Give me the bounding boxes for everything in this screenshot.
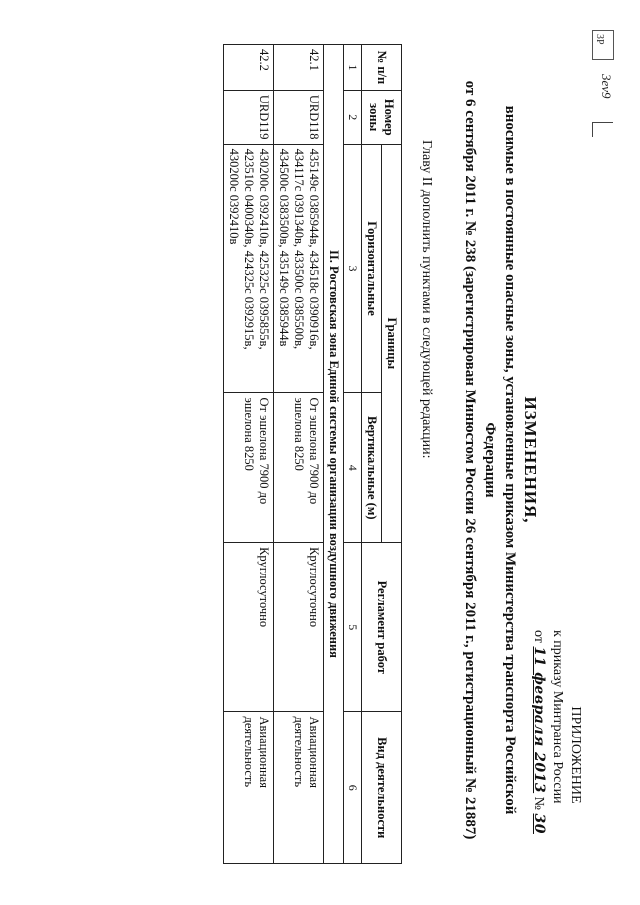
- intro-text: Главу II дополнить пунктами в следующей редакции:: [419, 140, 434, 459]
- zones-table: [223, 44, 402, 864]
- document-sheet: [52, 20, 612, 900]
- document-title: [460, 70, 540, 850]
- activity-type: Авиационная деятельность: [274, 712, 324, 864]
- number-prefix: №: [531, 796, 546, 810]
- date-prefix: от: [531, 630, 546, 643]
- registration-stamp: [586, 30, 630, 130]
- header-horizontal: Горизонтальные: [362, 144, 382, 393]
- header-activity: Вид деятельности: [362, 712, 402, 864]
- zone-code: URD119: [224, 90, 274, 144]
- column-number: 5: [344, 543, 362, 712]
- handwritten-number: 30: [531, 813, 547, 834]
- handwritten-date: 11 февраля 2013: [531, 646, 547, 794]
- row-number: 42.1: [274, 45, 324, 91]
- title-line-2: от 6 сентября 2011 г. № 238 (зарегистрирован Минюстом России 26 сентября 2011 г., регистрационный № 21887): [462, 80, 478, 840]
- horizontal-bounds: 430200с 0392410в, 425325с 0395855в, 423510с 0400340в, 424325с 0392915в, 430200с 0392410в: [224, 144, 274, 393]
- work-schedule: Круглосуточно: [274, 543, 324, 712]
- vertical-bounds: От эшелона 7900 до эшелона 8250: [274, 393, 324, 543]
- title-line-1: вносимые в постоянные опасные зоны, установленные приказом Министерства транспорта Российской Федерации: [482, 105, 518, 815]
- header-zone: Номер зоны: [362, 90, 402, 144]
- order-reference: к приказу Минтранса России: [550, 630, 565, 804]
- work-schedule: Круглосуточно: [224, 543, 274, 712]
- title-main: ИЗМЕНЕНИЯ,: [521, 396, 540, 524]
- zone-code: URD118: [274, 90, 324, 144]
- column-number-row: [344, 45, 362, 864]
- appendix-label: ПРИЛОЖЕНИЕ: [568, 706, 583, 804]
- column-number: 3: [344, 144, 362, 393]
- table-row: [224, 45, 274, 864]
- header-bounds: Границы: [382, 144, 402, 543]
- header-vertical: Вертикальные (м): [362, 393, 382, 543]
- header-schedule: Регламент работ: [362, 543, 402, 712]
- stamp-box-text: ЗР: [594, 34, 605, 45]
- header-number: № п/п: [362, 45, 402, 91]
- column-number: 4: [344, 393, 362, 543]
- column-number: 6: [344, 712, 362, 864]
- column-number: 2: [344, 90, 362, 144]
- table-row: [274, 45, 324, 864]
- margin-bracket: [592, 122, 613, 137]
- row-number: 42.2: [224, 45, 274, 91]
- section-row: [324, 45, 344, 864]
- column-number: 1: [344, 45, 362, 91]
- section-title: II. Ростовская зона Единой системы организации воздушного движения: [324, 45, 344, 864]
- activity-type: Авиационная деятельность: [224, 712, 274, 864]
- stamp-signature: 3ev9: [599, 74, 614, 99]
- table-header-row: [382, 45, 402, 864]
- vertical-bounds: От эшелона 7900 до эшелона 8250: [224, 393, 274, 543]
- horizontal-bounds: 435149с 0385944в, 434518с 0390916в, 434117с 0391340в, 433500с 0385500в, 434500с 0383500в, 435149с 0385944в: [274, 144, 324, 393]
